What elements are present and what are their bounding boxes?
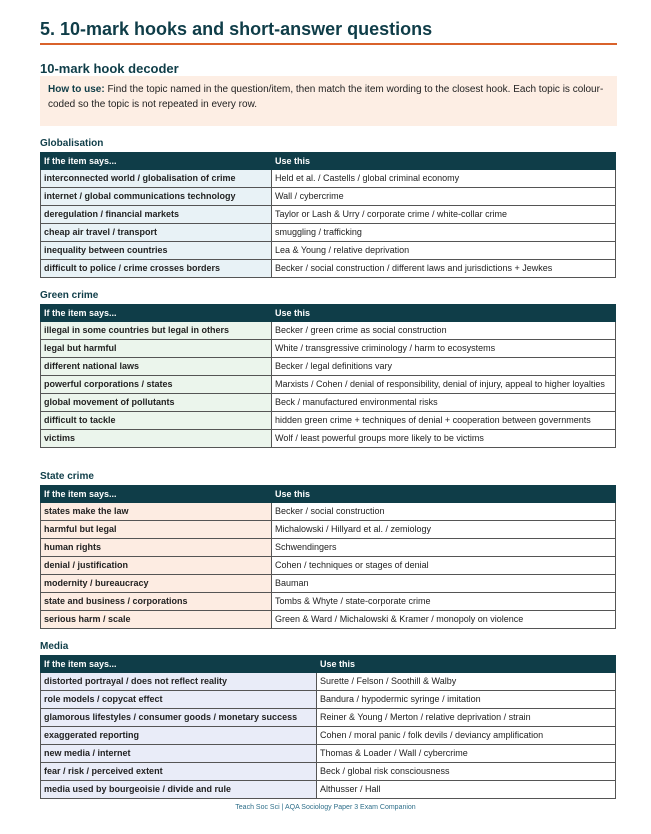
item-cue-cell: human rights (41, 539, 272, 557)
item-cue-cell: legal but harmful (41, 340, 272, 358)
item-cue-cell: victims (41, 430, 272, 448)
column-header-item: If the item says... (41, 486, 272, 503)
section-subtitle: 10-mark hook decoder (40, 61, 179, 76)
table-row (41, 430, 616, 448)
table-row (41, 611, 616, 629)
item-cue-cell: difficult to police / crime crosses borders (41, 260, 272, 278)
column-header-item: If the item says... (41, 656, 317, 673)
section-globalisation (40, 137, 616, 278)
table-row (41, 242, 616, 260)
hook-cell: Bauman (272, 575, 616, 593)
hook-cell: Green & Ward / Michalowski & Kramer / monopoly on violence (272, 611, 616, 629)
item-cue-cell: powerful corporations / states (41, 376, 272, 394)
item-cue-cell: role models / copycat effect (41, 691, 317, 709)
table-header-row (41, 153, 616, 170)
how-to-use-text: Find the topic named in the question/item, then match the item wording to the closest hook. Each topic is colour-coded so the topic is not repeated in every row. (48, 84, 604, 110)
table-row (41, 557, 616, 575)
hook-cell: Cohen / techniques or stages of denial (272, 557, 616, 575)
section-title: State crime (40, 471, 94, 482)
section-media (40, 640, 616, 799)
page-title: 5. 10-mark hooks and short-answer questions (40, 18, 617, 45)
item-cue-cell: interconnected world / globalisation of crime (41, 170, 272, 188)
item-cue-cell: global movement of pollutants (41, 394, 272, 412)
table-row (41, 358, 616, 376)
table-row (41, 575, 616, 593)
hook-cell: hidden green crime + techniques of denial + cooperation between governments (272, 412, 616, 430)
hook-table (40, 304, 616, 448)
table-header-row (41, 656, 616, 673)
hook-cell: Becker / social construction (272, 503, 616, 521)
item-cue-cell: glamorous lifestyles / consumer goods / monetary success (41, 709, 317, 727)
item-cue-cell: serious harm / scale (41, 611, 272, 629)
hook-cell: Surette / Felson / Soothill & Walby (317, 673, 616, 691)
table-row (41, 322, 616, 340)
table-row (41, 781, 616, 799)
hook-table (40, 485, 616, 629)
hook-cell: Thomas & Loader / Wall / cybercrime (317, 745, 616, 763)
item-cue-cell: difficult to tackle (41, 412, 272, 430)
section-title: Green crime (40, 290, 99, 301)
item-cue-cell: fear / risk / perceived extent (41, 763, 317, 781)
hook-cell: Taylor or Lash & Urry / corporate crime / white-collar crime (272, 206, 616, 224)
how-to-use-label: How to use: (48, 84, 105, 95)
hook-cell: White / transgressive criminology / harm to ecosystems (272, 340, 616, 358)
item-cue-cell: illegal in some countries but legal in others (41, 322, 272, 340)
hook-table (40, 655, 616, 799)
column-header-use: Use this (272, 153, 616, 170)
table-row (41, 224, 616, 242)
table-row (41, 376, 616, 394)
table-row (41, 188, 616, 206)
hook-cell: Schwendingers (272, 539, 616, 557)
table-row (41, 593, 616, 611)
column-header-item: If the item says... (41, 305, 272, 322)
hook-cell: Becker / legal definitions vary (272, 358, 616, 376)
table-row (41, 709, 616, 727)
table-row (41, 673, 616, 691)
hook-cell: Tombs & Whyte / state-corporate crime (272, 593, 616, 611)
table-row (41, 521, 616, 539)
hook-cell: Wolf / least powerful groups more likely to be victims (272, 430, 616, 448)
hook-cell: Beck / manufactured environmental risks (272, 394, 616, 412)
item-cue-cell: deregulation / financial markets (41, 206, 272, 224)
table-row (41, 394, 616, 412)
item-cue-cell: states make the law (41, 503, 272, 521)
hook-cell: Beck / global risk consciousness (317, 763, 616, 781)
section-green-crime (40, 289, 616, 448)
hook-cell: Wall / cybercrime (272, 188, 616, 206)
item-cue-cell: distorted portrayal / does not reflect reality (41, 673, 317, 691)
section-title: Media (40, 641, 69, 652)
item-cue-cell: different national laws (41, 358, 272, 376)
table-row (41, 539, 616, 557)
item-cue-cell: inequality between countries (41, 242, 272, 260)
item-cue-cell: harmful but legal (41, 521, 272, 539)
section-title: Globalisation (40, 138, 104, 149)
column-header-use: Use this (272, 305, 616, 322)
item-cue-cell: media used by bourgeoisie / divide and rule (41, 781, 317, 799)
table-row (41, 745, 616, 763)
hook-table (40, 152, 616, 278)
hook-cell: Held et al. / Castells / global criminal economy (272, 170, 616, 188)
table-row (41, 206, 616, 224)
hook-cell: Cohen / moral panic / folk devils / deviancy amplification (317, 727, 616, 745)
hook-cell: Becker / social construction / different laws and jurisdictions + Jewkes (272, 260, 616, 278)
page-footer: Teach Soc Sci | AQA Sociology Paper 3 Exam Companion (235, 804, 416, 811)
item-cue-cell: denial / justification (41, 557, 272, 575)
section-state-crime (40, 470, 616, 629)
item-cue-cell: cheap air travel / transport (41, 224, 272, 242)
item-cue-cell: state and business / corporations (41, 593, 272, 611)
hook-cell: Becker / green crime as social construction (272, 322, 616, 340)
hook-cell: Lea & Young / relative deprivation (272, 242, 616, 260)
column-header-use: Use this (272, 486, 616, 503)
table-row (41, 170, 616, 188)
hook-cell: Althusser / Hall (317, 781, 616, 799)
table-header-row (41, 305, 616, 322)
hook-cell: smuggling / trafficking (272, 224, 616, 242)
table-row (41, 340, 616, 358)
hook-cell: Bandura / hypodermic syringe / imitation (317, 691, 616, 709)
column-header-item: If the item says... (41, 153, 272, 170)
item-cue-cell: internet / global communications technology (41, 188, 272, 206)
item-cue-cell: exaggerated reporting (41, 727, 317, 745)
table-row (41, 412, 616, 430)
table-row (41, 727, 616, 745)
hook-cell: Reiner & Young / Merton / relative deprivation / strain (317, 709, 616, 727)
table-row (41, 691, 616, 709)
item-cue-cell: new media / internet (41, 745, 317, 763)
how-to-use-box (40, 76, 617, 126)
table-header-row (41, 486, 616, 503)
column-header-use: Use this (317, 656, 616, 673)
table-row (41, 260, 616, 278)
hook-cell: Michalowski / Hillyard et al. / zemiology (272, 521, 616, 539)
hook-cell: Marxists / Cohen / denial of responsibility, denial of injury, appeal to higher loyalties (272, 376, 616, 394)
item-cue-cell: modernity / bureaucracy (41, 575, 272, 593)
table-row (41, 763, 616, 781)
table-row (41, 503, 616, 521)
